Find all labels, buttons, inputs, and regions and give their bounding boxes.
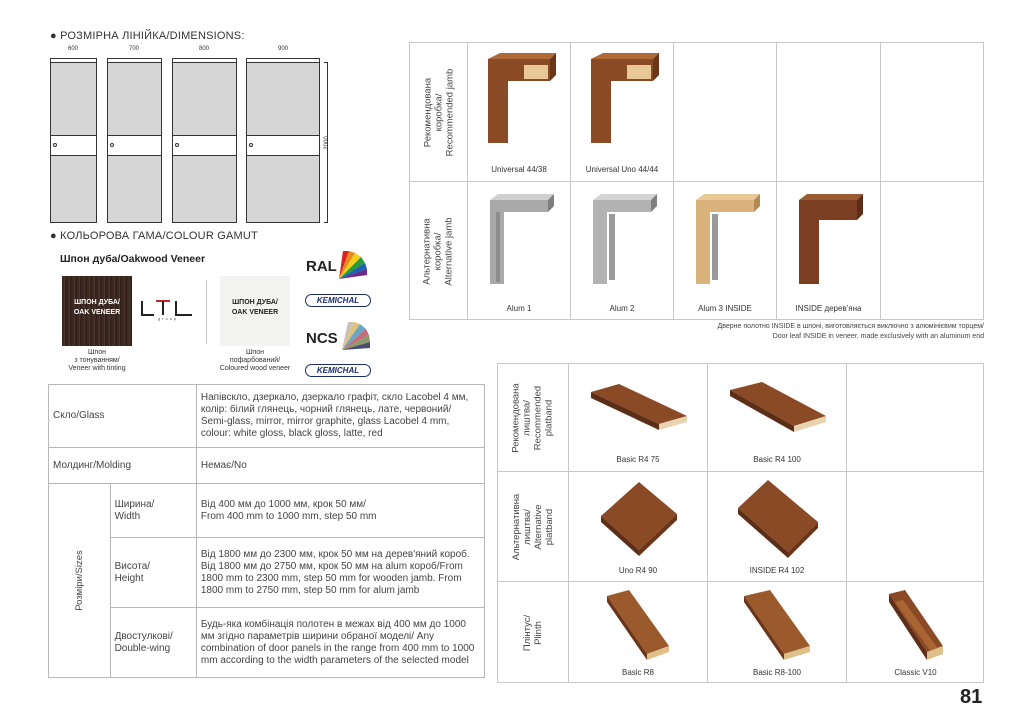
door-700 — [107, 62, 162, 223]
platband-icon — [599, 480, 679, 556]
jamb-caption: Universal 44/38 — [491, 165, 547, 174]
sizes-cell — [49, 484, 111, 678]
width-label-800: 800 — [198, 46, 209, 52]
swatch2-text: ШПОН ДУБА/ OAK VENEER — [231, 299, 279, 316]
plinth-head — [498, 581, 568, 683]
jamb-grid — [409, 42, 984, 320]
recommended-jamb-head — [410, 43, 467, 181]
platband-basic-r4-100 — [707, 364, 846, 471]
molding-value: Немає/No — [196, 448, 484, 484]
plinth-icon — [603, 588, 673, 660]
platband-inside-r4-102 — [707, 471, 846, 581]
veneer-tinted-swatch — [62, 276, 132, 346]
width-value: Від 400 мм до 1000 мм, крок 50 мм/ From 400 mm to 1000 mm, step 50 mm — [196, 484, 484, 538]
empty-cell — [846, 471, 984, 581]
jamb-caption: Universal Uno 44/44 — [585, 165, 659, 174]
platband-caption: Basic R4 100 — [753, 455, 801, 464]
ral-logo: RAL — [306, 258, 337, 275]
alternative-platband-head — [498, 471, 568, 581]
swatch2-caption: Шпон пофарбований/ Coloured wood veneer — [219, 349, 291, 372]
platband-caption: INSIDE R4 102 — [749, 566, 805, 575]
double-wing-value: Будь-яка комбінація полотен в межах від 400 мм до 1000 мм згідно параметрів ширини обраної моделі/ Any combination of door panels in the range from 400 mm to 1000 mm according to the width parameters of the selected model — [196, 608, 484, 678]
jamb-alum-1 — [467, 181, 570, 320]
jamb-alum-2 — [570, 181, 673, 320]
width-row — [49, 484, 485, 538]
veneer-title: Шпон дуба/Oakwood Veneer — [60, 253, 206, 265]
divider — [206, 280, 207, 344]
jamb-caption: Alum 3 INSIDE — [698, 304, 752, 313]
alum-wood-jamb-icon — [688, 192, 762, 288]
width-label: Ширина/ Width — [110, 484, 196, 538]
door-900 — [246, 62, 320, 223]
dimensions-title: ● РОЗМІРНА ЛІНІЙКА/DIMENSIONS: — [50, 30, 245, 42]
platband-uno-r4-90 — [568, 471, 707, 581]
veneer-coloured-swatch — [220, 276, 290, 346]
colour-gamut-title: ● КОЛЬОРОВА ГАМА/COLOUR GAMUT — [50, 230, 258, 242]
alternative-platband-label: Альтернативна лиштва/ Alternative platband — [511, 493, 555, 560]
platband-caption: Uno R4 90 — [618, 566, 658, 575]
empty-cell — [846, 364, 984, 471]
plinth-caption: Basic R8-100 — [752, 668, 802, 677]
empty-cell — [673, 43, 776, 181]
ncs-fan-icon — [338, 318, 374, 354]
alum-jamb-icon — [585, 192, 659, 288]
platband-basic-r4-75 — [568, 364, 707, 471]
width-label-600: 600 — [67, 46, 78, 52]
platband-caption: Basic R4 75 — [616, 455, 660, 464]
jamb-caption: INSIDE дерев'яна — [795, 304, 862, 313]
empty-cell — [880, 181, 984, 320]
height-value: Від 1800 мм до 2300 мм, крок 50 мм на дерев'яний короб. Від 1800 мм до 2750 мм, крок 50 мм на alum короб/From 1800 mm to 2300 mm, step 50 mm for wooden jamb. From 1800 mm to 2750 mm, step 50 mm for alum jamb — [196, 538, 484, 608]
double-wing-label: Двостулкові/ Double-wing — [110, 608, 196, 678]
glass-value: Напівскло, дзеркало, дзеркало графіт, скло Lacobel 4 мм, колір: білий глянець, чорний глянець, лате, червоний/ Semi-glass, mirror, mirror graphite, glass Lacobel 4 mm, colour: white gloss, black gloss, latte, red — [196, 385, 484, 448]
jamb-universal-uno-44-44 — [570, 43, 673, 181]
recommended-platband-label: Рекомендована лиштва/ Recommended platband — [510, 382, 555, 453]
ncs-logo: NCS — [306, 330, 338, 347]
width-label-900: 900 — [277, 46, 288, 52]
plinth-caption: Classic V10 — [894, 668, 937, 677]
jamb-caption: Alum 2 — [609, 304, 635, 313]
empty-cell — [880, 43, 984, 181]
wood-jamb-icon — [583, 51, 659, 147]
height-row — [49, 538, 485, 608]
molding-row — [49, 448, 485, 484]
plinth-basic-r8-100 — [707, 581, 846, 683]
ltl-sub: group — [158, 316, 179, 321]
alternative-jamb-head — [410, 181, 467, 320]
plinth-basic-r8 — [568, 581, 707, 683]
jamb-note: Дверне полотно INSIDE в шпоні, виготовляється виключно з алюмінієвим торцем/ Door leaf INSIDE in veneer, made exclusively with an aluminum end — [717, 323, 984, 340]
width-label-700: 700 — [128, 46, 139, 52]
alternative-jamb-label: Альтернативна коробка/ Alternative jamb — [422, 216, 455, 286]
door-800 — [172, 62, 237, 223]
ral-fan-icon — [335, 247, 371, 283]
recommended-jamb-label: Рекомендована коробка/ Recommended jamb — [422, 68, 455, 156]
glass-label: Скло/Glass — [49, 385, 197, 448]
jamb-alum-3-inside — [673, 181, 776, 320]
wood-jamb-icon — [480, 51, 556, 147]
platband-icon — [728, 378, 828, 432]
molding-label: Молдинг/Molding — [49, 448, 197, 484]
kemichal-logo-1: KEMICHAL — [305, 294, 371, 307]
plinth-icon — [881, 588, 951, 660]
platband-grid — [497, 363, 984, 683]
jamb-caption: Alum 1 — [506, 304, 532, 313]
alum-jamb-icon — [482, 192, 556, 288]
glass-row — [49, 385, 485, 448]
plinth-label: Плінтус/ Plinth — [522, 614, 544, 651]
door-600 — [50, 62, 97, 223]
page-number: 81 — [960, 686, 983, 708]
swatch1-text: ШПОН ДУБА/ OAK VENEER — [73, 299, 121, 316]
recommended-platband-head — [498, 364, 568, 471]
height-label: 2000 — [324, 136, 330, 150]
wood-jamb-icon — [791, 192, 867, 288]
plinth-classic-v10 — [846, 581, 984, 683]
empty-cell — [776, 43, 880, 181]
ltl-logo — [140, 299, 196, 323]
platband-icon — [589, 380, 689, 430]
kemichal-logo-2: KEMICHAL — [305, 364, 371, 377]
jamb-universal-44-38 — [467, 43, 570, 181]
sizes-label: Розміри/Sizes — [73, 549, 85, 611]
double-wing-row — [49, 608, 485, 678]
plinth-caption: Basic R8 — [621, 668, 654, 677]
platband-icon — [736, 478, 820, 558]
swatch1-caption: Шпон з тонуванням/ Veneer with tinting — [68, 349, 126, 372]
spec-table — [48, 384, 485, 678]
plinth-icon — [740, 588, 814, 660]
jamb-inside-wood — [776, 181, 880, 320]
height-label: Висота/ Height — [110, 538, 196, 608]
